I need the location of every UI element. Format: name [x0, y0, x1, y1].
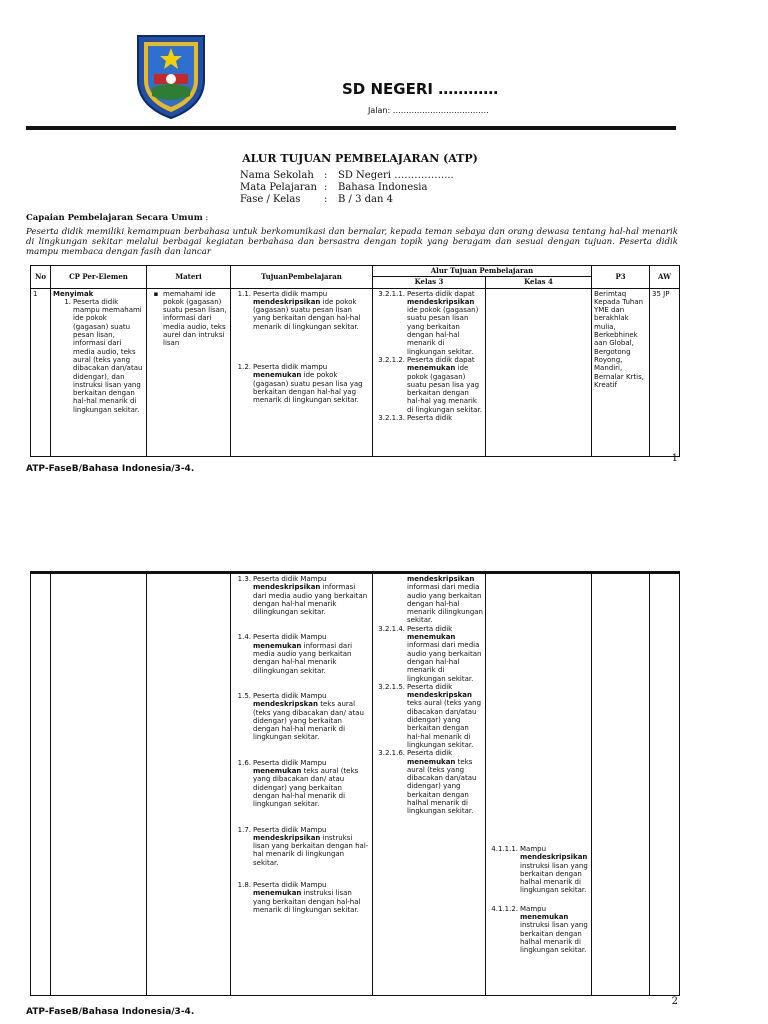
- kelas-3-item: 3.2.1.3. Peserta didik: [378, 414, 453, 423]
- header-divider: [26, 126, 676, 130]
- cp-element-cell: [51, 288, 147, 456]
- kelas-3-item: 3.2.1.6. Peserta didik menemukan teks aural (teks yang dibacakan dan/atau didengar) yang berkaitan dengan halhal menarik di lingkungan sekitar.: [378, 749, 477, 816]
- identity-block: [240, 170, 454, 206]
- regional-emblem-logo: [132, 30, 210, 120]
- footer-label: ATP-FaseB/Bahasa Indonesia/3-4.: [26, 464, 195, 474]
- element-title: Menyimak: [53, 289, 94, 298]
- kelas-4-cell: [486, 288, 592, 456]
- footer-label: ATP-FaseB/Bahasa Indonesia/3-4.: [26, 1007, 195, 1017]
- header-p3: P3: [592, 266, 650, 289]
- identity-row: Nama Sekolah : SD Negeri ……………...: [240, 170, 454, 181]
- page-number: 1: [671, 453, 678, 464]
- identity-label: Fase / Kelas: [240, 194, 301, 205]
- materi-cell: [147, 288, 231, 456]
- school-address: Jalan: ………………………………: [368, 106, 489, 115]
- kelas-3-item: 3.2.1.5. Peserta didik mendeskripskan teks aural (teks yang dibacakan dan/atau didengar) yang berkaitan dengan hal-hal menarik di lingkungan sekitar.: [378, 682, 482, 749]
- kelas-4-cell: [486, 573, 592, 996]
- p3-cell: Berimtaq Kepada Tuhan YME dan berakhlak mulia, Berkebhinek aan Global, Bergotong Royong, Mandiri, Bernalar Krtis, Kreatif: [592, 288, 650, 456]
- header-kelas-3: Kelas 3: [373, 277, 486, 288]
- kelas-3-cell: [373, 288, 486, 456]
- identity-value: SD Negeri ……………...: [338, 170, 454, 181]
- kelas-3-cell: [373, 573, 486, 996]
- cp-heading: Capaian Pembelajaran Secara Umum :: [26, 213, 209, 223]
- header-alur: Alur Tujuan Pembelajaran: [373, 266, 592, 277]
- identity-row: Mata Pelajaran : Bahasa Indonesia: [240, 182, 428, 193]
- tujuan-cell: [231, 573, 373, 996]
- atp-table-page-1: [30, 265, 680, 457]
- tujuan-item: 1.5. Peserta didik Mampu mendeskripskan teks aural (teks yang dibacakan dan/ atau didengar) yang berkaitan dengan hal-hal menarik di lingkungan sekitar.: [237, 691, 364, 742]
- materi-cell: [147, 573, 231, 996]
- aw-cell: [650, 573, 680, 996]
- tujuan-item: 1.6. Peserta didik Mampu menemukan teks aural (teks yang dibacakan dan/ atau didengar) yang berkaitan dengan hal-hal menarik di lingkungan sekitar.: [237, 758, 359, 809]
- header-tujuan: TujuanPembelajaran: [231, 266, 373, 289]
- tujuan-item: 1.7. Peserta didik Mampu mendeskripsikan instruksi lisan yang berkaitan dengan hal-hal menarik di lingkungan sekitar.: [237, 825, 369, 867]
- tujuan-item: 1.8. Peserta didik Mampu menemukan instruksi lisan yang berkaitan dengan hal-hal menarik di lingkungan sekitar.: [237, 881, 361, 914]
- tujuan-item: 1.1. Peserta didik mampu mendeskripsikan ide pokok (gagasan) suatu pesan lisan yang berkaitan dengan hal-hal menarik di lingkungan sekitar.: [237, 289, 361, 331]
- element-item: 1. Peserta didik mampu memahami ide pokok (gagasan) suatu pesan lisan, informasi dari media audio, teks aural (teks yang dibacakan dan/atau didengar), dan instruksi lisan yang berkaitan dengan hal-hal menarik di lingkungan sekitar.: [64, 297, 143, 414]
- row-number: 1: [31, 288, 51, 456]
- header-materi: Materi: [147, 266, 231, 289]
- kelas-4-item: 4.1.1.2. Mampu menemukan instruksi lisan yang berkaitan dengan halhal menarik di lingkungan sekitar.: [491, 904, 588, 955]
- header-aw: AW: [650, 266, 680, 289]
- header-kelas-4: Kelas 4: [486, 277, 592, 288]
- tujuan-cell: [231, 288, 373, 456]
- school-name: SD NEGERI …………: [342, 80, 499, 98]
- materi-item: ▪ memahami ide pokok (gagasan) suatu pesan lisan, informasi dari media audio, teks aurel dan intruksi lisan: [153, 289, 227, 348]
- identity-row: Fase / Kelas : B / 3 dan 4: [240, 194, 393, 205]
- identity-label: Nama Sekolah: [240, 170, 314, 181]
- tujuan-item: 1.3. Peserta didik Mampu mendeskripsikan informasi dari media audio yang berkaitan dengan hal-hal menarik dilingkungan sekitar.: [237, 575, 368, 617]
- p3-cell: [592, 573, 650, 996]
- identity-value: B / 3 dan 4: [338, 194, 393, 205]
- kelas-3-item: 3.2.1.4. Peserta didik menemukan informasi dari media audio yang berkaitan dengan hal-hal menarik di lingkungan sekitar.: [378, 624, 482, 683]
- identity-value: Bahasa Indonesia: [338, 182, 428, 193]
- identity-label: Mata Pelajaran: [240, 182, 317, 193]
- atp-table-page-2: [30, 571, 680, 996]
- kelas-4-item: 4.1.1.1. Mampu mendeskripsikan instruksi lisan yang berkaitan dengan halhal menarik di lingkungan sekitar.: [491, 845, 588, 895]
- cp-element-cell: [51, 573, 147, 996]
- tujuan-item: 1.2. Peserta didik mampu menemukan ide pokok (gagasan) suatu pesan lisa yag berkaitan dengan hal-hal yag menarik di lingkungan sekitar.: [237, 363, 363, 405]
- kelas-3-item: 3.2.1.2. Peserta didik dapat menemukan ide pokok (gagasan) suatu pesan lisa yag berkaitan dengan hal-hal yag menarik di lingkungan sekitar.: [378, 355, 482, 414]
- page-number: 2: [671, 996, 678, 1007]
- kelas-3-item: mendeskripsikan informasi dari media audio yang berkaitan dengan hal-hal menarik dilingkungan sekitar.: [407, 575, 483, 625]
- aw-cell: 35 JP: [650, 288, 680, 456]
- row-number: [31, 573, 51, 996]
- tujuan-item: 1.4. Peserta didik Mampu menemukan informasi dari media audio yang berkaitan dengan hal-hal menarik dilingkungan sekitar.: [237, 633, 353, 675]
- document-title: ALUR TUJUAN PEMBELAJARAN (ATP): [242, 152, 478, 165]
- header-no: No: [31, 266, 51, 289]
- header-cp-element: CP Per-Elemen: [51, 266, 147, 289]
- cp-text: Peserta didik memiliki kemampuan berbahasa untuk berkomunikasi dan bernalar, kepada teman sebaya dan orang dewasa tentang hal-hal menarik di lingkungan sekitar melalui berbagai kegiatan berbahasa dan bersastra dengan topik yang beragam dan sesuai dengan tujuan. Peserta didik mampu membaca dengan fasih dan lancar: [26, 227, 678, 257]
- kelas-3-item: 3.2.1.1. Peserta didik dapat mendeskripsikan ide pokok (gagasan) suatu pesan lisan yang berkaitan dengan hal-hal menarik di lingkungan sekitar.: [378, 289, 479, 356]
